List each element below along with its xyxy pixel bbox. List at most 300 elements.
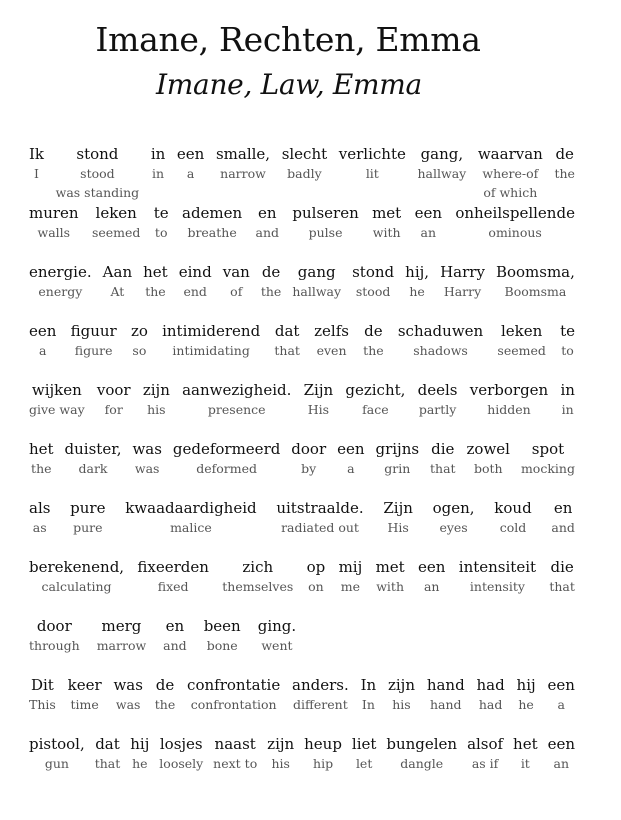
dutch-word: zijn — [142, 381, 170, 399]
word-pair — [405, 262, 429, 321]
english-gloss: fixed — [157, 579, 189, 594]
english-gloss: I — [34, 166, 39, 181]
dutch-word: aanwezigheid. — [182, 381, 292, 399]
word-pair — [274, 321, 300, 380]
word-pair — [182, 380, 291, 439]
dutch-word: de — [261, 263, 281, 281]
english-gloss: that — [430, 461, 456, 476]
dutch-word: leken — [95, 204, 137, 222]
dutch-word: Boomsma, — [495, 263, 575, 281]
word-pair — [97, 380, 131, 439]
dutch-word: Harry — [440, 263, 485, 281]
english-gloss: that — [549, 579, 575, 594]
english-gloss: was — [134, 461, 160, 476]
word-pair — [496, 262, 575, 321]
word-pair — [337, 439, 364, 498]
dutch-word: die — [431, 440, 455, 458]
word-pair — [470, 380, 548, 439]
dutch-word: het — [143, 263, 168, 281]
english-gloss: intensity — [469, 579, 525, 594]
word-pair — [29, 144, 44, 203]
english-gloss: me — [340, 579, 361, 594]
english-gloss: as — [32, 520, 47, 535]
word-pair — [29, 262, 92, 321]
text-line — [29, 144, 575, 203]
english-gloss: different — [293, 697, 348, 712]
dutch-word: intimiderend — [162, 322, 261, 340]
dutch-word: hij — [130, 735, 150, 753]
dutch-word: energie. — [29, 263, 92, 281]
english-gloss: loosely — [159, 756, 204, 771]
word-pair — [222, 557, 293, 616]
dutch-word: die — [550, 558, 574, 576]
dutch-word: zo — [130, 322, 148, 340]
page-title: Imane, Rechten, Emma — [95, 20, 481, 59]
english-gloss: ominous — [488, 225, 542, 240]
dutch-word: als — [29, 499, 51, 517]
word-pair — [173, 439, 280, 498]
word-pair — [154, 203, 169, 262]
english-gloss: his — [147, 402, 166, 417]
dutch-word: kwaadaardigheid — [125, 499, 257, 517]
dutch-word: leken — [500, 322, 543, 340]
word-pair — [372, 203, 401, 262]
word-pair — [467, 439, 510, 498]
english-gloss: for — [104, 402, 123, 417]
dutch-word: met — [375, 558, 405, 576]
word-pair — [125, 498, 256, 557]
page-subtitle: Imane, Law, Emma — [156, 68, 422, 101]
word-pair — [551, 498, 575, 557]
word-pair — [68, 675, 102, 734]
word-pair — [163, 616, 187, 675]
word-pair — [513, 734, 538, 793]
word-pair — [549, 557, 575, 616]
english-gloss: and — [163, 638, 187, 653]
english-gloss: face — [362, 402, 389, 417]
english-gloss: In — [361, 697, 375, 712]
word-pair — [29, 498, 50, 557]
english-gloss: narrow — [220, 166, 266, 181]
english-gloss: give way — [29, 402, 85, 417]
dutch-word: naast — [214, 735, 256, 753]
english-gloss: marrow — [96, 638, 147, 653]
word-pair — [418, 557, 445, 616]
english-gloss: both — [473, 461, 503, 476]
english-gloss: confrontation — [190, 697, 277, 712]
english-gloss: At — [110, 284, 125, 299]
english-gloss: the — [260, 284, 282, 299]
word-pair — [56, 144, 140, 203]
english-gloss: a — [38, 343, 47, 358]
word-pair — [497, 321, 545, 380]
word-pair — [29, 557, 124, 616]
english-gloss: an — [420, 225, 437, 240]
word-pair — [339, 144, 406, 203]
english-gloss: let — [355, 756, 373, 771]
dutch-word: ademen — [182, 204, 243, 222]
word-pair — [314, 321, 349, 380]
english-gloss: dangle — [400, 756, 444, 771]
english-gloss: breathe — [187, 225, 237, 240]
word-pair — [363, 321, 383, 380]
dutch-word: losjes — [159, 735, 203, 753]
dutch-word: een — [547, 676, 575, 694]
english-gloss: seemed — [91, 225, 141, 240]
dutch-word: In — [360, 676, 377, 694]
english-gloss: bone — [206, 638, 238, 653]
word-pair — [151, 144, 165, 203]
word-pair — [375, 439, 419, 498]
dutch-word: waarvan — [477, 145, 543, 163]
dutch-word: gang, — [420, 145, 464, 163]
english-gloss: the — [363, 343, 384, 358]
word-pair — [304, 734, 342, 793]
text-line — [29, 675, 575, 734]
word-pair — [455, 203, 575, 262]
word-pair — [352, 262, 394, 321]
english-gloss: to — [561, 343, 574, 358]
dutch-word: in — [560, 381, 575, 399]
word-pair — [282, 144, 327, 203]
english-gloss: pulse — [308, 225, 343, 240]
word-pair — [71, 321, 117, 380]
english-gloss: he — [518, 697, 534, 712]
word-pair — [418, 380, 458, 439]
dutch-word: duister, — [64, 440, 122, 458]
english-gloss: walls — [37, 225, 71, 240]
word-pair — [521, 439, 575, 498]
english-gloss: end — [183, 284, 207, 299]
english-gloss: the — [554, 166, 575, 181]
english-gloss: seemed — [497, 343, 546, 358]
dutch-word: was — [132, 440, 162, 458]
word-pair — [65, 439, 122, 498]
word-pair — [276, 498, 363, 557]
english-gloss: stood — [355, 284, 391, 299]
english-gloss: hand — [429, 697, 462, 712]
english-gloss: His — [387, 520, 409, 535]
word-pair — [137, 557, 209, 616]
word-pair — [143, 380, 170, 439]
english-gloss: as if — [471, 756, 499, 771]
english-gloss: pure — [73, 520, 103, 535]
dutch-word: mij — [338, 558, 363, 576]
dutch-word: pulseren — [292, 204, 359, 222]
dutch-word: liet — [351, 735, 377, 753]
word-pair — [29, 439, 54, 498]
word-pair — [29, 734, 85, 793]
word-pair — [433, 498, 475, 557]
dutch-word: de — [364, 322, 383, 340]
dutch-word: pure — [70, 499, 106, 517]
dutch-word: figuur — [70, 322, 117, 340]
english-gloss: with — [376, 579, 405, 594]
english-gloss: hip — [313, 756, 334, 771]
dutch-word: met — [372, 204, 402, 222]
english-gloss: a — [557, 697, 565, 712]
dutch-word: verlichte — [338, 145, 406, 163]
word-pair — [155, 675, 175, 734]
dutch-word: een — [337, 440, 365, 458]
english-gloss: of — [230, 284, 243, 299]
dutch-word: had — [476, 676, 505, 694]
english-gloss: dark — [78, 461, 108, 476]
english-gloss: went — [261, 638, 293, 653]
english-gloss: energy — [38, 284, 83, 299]
english-gloss: themselves — [222, 579, 294, 594]
word-pair — [386, 734, 457, 793]
dutch-word: ging. — [257, 617, 297, 635]
dutch-word: uitstraalde. — [276, 499, 364, 517]
dutch-word: schaduwen — [397, 322, 484, 340]
dutch-word: zijn — [267, 735, 295, 753]
word-pair — [383, 498, 413, 557]
word-pair — [29, 203, 79, 262]
english-gloss: This — [29, 697, 56, 712]
english-gloss: cold — [499, 520, 527, 535]
english-gloss: that — [274, 343, 300, 358]
word-pair — [261, 262, 281, 321]
english-gloss: partly — [418, 402, 457, 417]
text-line — [29, 616, 575, 675]
word-pair — [304, 380, 334, 439]
dutch-word: Zijn — [383, 499, 413, 517]
word-pair — [159, 734, 203, 793]
dutch-word: spot — [531, 440, 565, 458]
english-gloss: grin — [384, 461, 411, 476]
dutch-word: zijn — [387, 676, 415, 694]
dutch-word: dat — [274, 322, 300, 340]
dutch-word: wijken — [31, 381, 82, 399]
word-pair — [213, 734, 257, 793]
english-gloss: in — [561, 402, 574, 417]
english-gloss: that — [94, 756, 121, 771]
english-gloss: intimidating — [172, 343, 250, 358]
english-gloss: His — [307, 402, 330, 417]
dutch-word: confrontatie — [187, 676, 281, 694]
english-gloss: time — [70, 697, 99, 712]
word-pair — [130, 734, 149, 793]
english-gloss: with — [372, 225, 401, 240]
word-pair — [352, 734, 377, 793]
english-gloss: and — [255, 225, 280, 240]
word-pair — [427, 675, 465, 734]
word-pair — [258, 616, 296, 675]
dutch-word: en — [553, 499, 573, 517]
text-line — [29, 380, 575, 439]
english-gloss: he — [409, 284, 425, 299]
interlinear-text — [29, 144, 575, 793]
word-pair — [345, 380, 405, 439]
dutch-word: gang — [297, 263, 336, 281]
english-gloss: mocking — [520, 461, 575, 476]
english-gloss: a — [186, 166, 195, 181]
word-pair — [97, 616, 146, 675]
word-pair — [182, 203, 242, 262]
english-gloss: presence — [207, 402, 266, 417]
word-pair — [223, 262, 250, 321]
english-gloss: Boomsma — [504, 284, 567, 299]
dutch-word: stond — [352, 263, 395, 281]
dutch-word: gezicht, — [345, 381, 406, 399]
word-pair — [554, 144, 574, 203]
word-pair — [216, 144, 270, 203]
english-gloss: the — [145, 284, 166, 299]
dutch-word: op — [306, 558, 326, 576]
dutch-word: pistool, — [29, 735, 85, 753]
text-line — [29, 734, 575, 793]
dutch-word: koud — [494, 499, 532, 517]
english-gloss: to — [154, 225, 168, 240]
english-gloss: and — [551, 520, 575, 535]
english-gloss: hallway — [417, 166, 467, 181]
english-gloss: stood was standing — [55, 166, 140, 200]
dutch-word: een — [29, 322, 57, 340]
dutch-word: zelfs — [314, 322, 349, 340]
dutch-word: een — [414, 204, 442, 222]
dutch-word: onheilspellende — [455, 204, 575, 222]
english-gloss: badly — [287, 166, 322, 181]
word-pair — [292, 203, 358, 262]
word-pair — [292, 262, 341, 321]
dutch-word: zowel — [466, 440, 510, 458]
dutch-word: het — [513, 735, 538, 753]
dutch-word: voor — [96, 381, 131, 399]
word-pair — [70, 498, 105, 557]
word-pair — [204, 616, 241, 675]
word-pair — [95, 734, 121, 793]
english-gloss: his — [271, 756, 290, 771]
dutch-word: deels — [417, 381, 458, 399]
word-pair — [256, 203, 280, 262]
text-line — [29, 498, 575, 557]
dutch-word: Dit — [30, 676, 54, 694]
word-pair — [29, 380, 85, 439]
english-gloss: a — [347, 461, 355, 476]
word-pair — [177, 144, 204, 203]
dutch-word: gedeformeerd — [172, 440, 281, 458]
dutch-word: een — [176, 145, 205, 163]
word-pair — [517, 675, 536, 734]
dutch-word: slecht — [281, 145, 328, 163]
dutch-word: de — [555, 145, 574, 163]
english-gloss: in — [152, 166, 165, 181]
text-line — [29, 321, 575, 380]
word-pair — [547, 675, 574, 734]
word-pair — [459, 557, 536, 616]
dutch-word: keer — [67, 676, 102, 694]
word-pair — [477, 675, 505, 734]
dutch-word: grijns — [375, 440, 420, 458]
dutch-word: berekenend, — [29, 558, 125, 576]
english-gloss: radiated out — [281, 520, 359, 535]
dutch-word: hij, — [405, 263, 430, 281]
english-gloss: gun — [44, 756, 69, 771]
english-gloss: an — [553, 756, 570, 771]
word-pair — [292, 675, 349, 734]
dutch-word: Ik — [29, 145, 45, 163]
english-gloss: through — [29, 638, 80, 653]
word-pair — [440, 262, 485, 321]
word-pair — [29, 675, 56, 734]
word-pair — [560, 321, 575, 380]
english-gloss: lit — [365, 166, 379, 181]
english-gloss: deformed — [196, 461, 257, 476]
word-pair — [187, 675, 280, 734]
word-pair — [398, 321, 483, 380]
dutch-word: Zijn — [303, 381, 334, 399]
word-pair — [418, 144, 467, 203]
text-line — [29, 203, 575, 262]
dutch-word: hij — [516, 676, 536, 694]
dutch-word: alsof — [467, 735, 504, 753]
english-gloss: shadows — [413, 343, 468, 358]
english-gloss: calculating — [41, 579, 112, 594]
english-gloss: the — [31, 461, 52, 476]
word-pair — [29, 616, 80, 675]
english-gloss: Harry — [443, 284, 482, 299]
dutch-word: bungelen — [386, 735, 458, 753]
dutch-word: een — [547, 735, 575, 753]
word-pair — [179, 262, 212, 321]
dutch-word: te — [153, 204, 169, 222]
dutch-word: een — [418, 558, 446, 576]
dutch-word: van — [222, 263, 250, 281]
english-gloss: it — [520, 756, 530, 771]
dutch-word: in — [150, 145, 166, 163]
english-gloss: figure — [74, 343, 113, 358]
word-pair — [267, 734, 294, 793]
word-pair — [430, 439, 456, 498]
word-pair — [92, 203, 140, 262]
dutch-word: te — [560, 322, 575, 340]
dutch-word: been — [203, 617, 241, 635]
dutch-word: smalle, — [215, 145, 271, 163]
word-pair — [415, 203, 442, 262]
english-gloss: on — [308, 579, 324, 594]
english-gloss: was — [115, 697, 141, 712]
dutch-word: eind — [178, 263, 212, 281]
word-pair — [307, 557, 326, 616]
dutch-word: verborgen — [469, 381, 549, 399]
word-pair — [361, 675, 377, 734]
text-line — [29, 439, 575, 498]
dutch-word: hand — [426, 676, 465, 694]
english-gloss: the — [154, 697, 176, 712]
dutch-word: Aan — [102, 263, 133, 281]
english-gloss: his — [392, 697, 411, 712]
dutch-word: intensiteit — [458, 558, 537, 576]
word-pair — [131, 321, 148, 380]
word-pair — [113, 675, 142, 734]
dutch-word: zich — [242, 558, 274, 576]
word-pair — [560, 380, 574, 439]
dutch-word: heup — [304, 735, 342, 753]
dutch-word: en — [258, 204, 277, 222]
dutch-word: ogen, — [432, 499, 475, 517]
dutch-word: het — [29, 440, 54, 458]
word-pair — [376, 557, 405, 616]
word-pair — [494, 498, 531, 557]
dutch-word: muren — [29, 204, 79, 222]
word-pair — [388, 675, 415, 734]
dutch-word: stond — [76, 145, 119, 163]
english-gloss: he — [132, 756, 148, 771]
dutch-word: anders. — [292, 676, 349, 694]
english-gloss: an — [423, 579, 440, 594]
english-gloss: eyes — [439, 520, 468, 535]
